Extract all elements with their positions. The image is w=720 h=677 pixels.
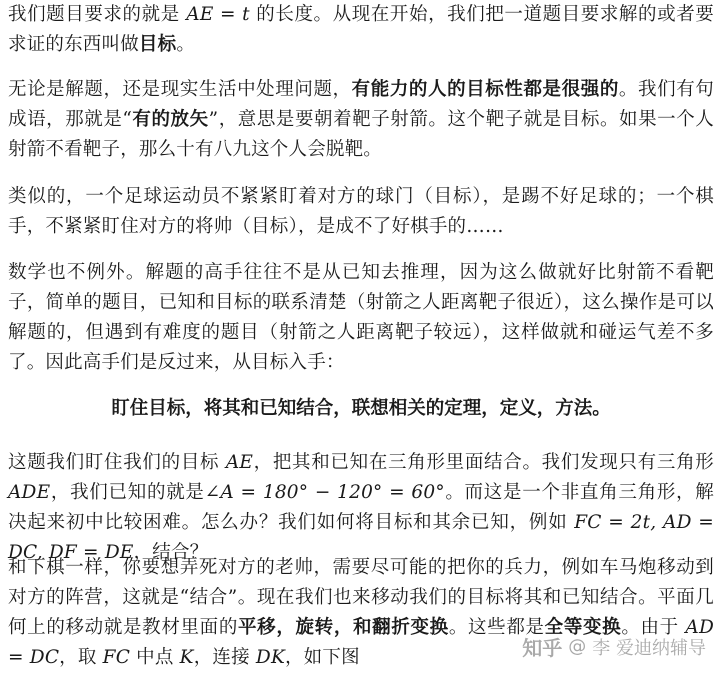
p1-text-a: 我们题目要求的就是 — [8, 4, 180, 25]
p7-text-e: 中点 — [136, 647, 174, 668]
p1-math: AE = t — [186, 4, 250, 25]
p7-text-b: 。这些都是 — [448, 617, 545, 638]
p6-math-conditions: FC = 2t, AD = DC, DF = DE — [8, 512, 714, 563]
p6-text-a: 这题我们盯住我们的目标 — [8, 452, 220, 473]
p2-bold-1: 有能力的人的目标性都是很强的 — [351, 79, 619, 100]
p7-text-d: ，取 — [59, 647, 97, 668]
zhihu-watermark — [522, 632, 706, 661]
paragraph-4 — [8, 258, 714, 378]
p6-math-ade: ADE — [8, 482, 51, 503]
p4-text: 数学也不例外。解题的高手往往不是从已知去推理，因为这么做就好比射箭不看靶子，简单的题目，已知和目标的联系清楚（射箭之人距离靶子很近），这么操作是可以解题的，但遇到有难度的题目（射箭之人距离靶子较远），这样做就和碰运气差不多了。因此高手们是反过来，从目标入手： — [8, 262, 714, 373]
p7-text-c: 。由于 — [621, 617, 679, 638]
p6-text-b: ，把其和已知在三角形里面结合。我们发现只有三角形 — [253, 452, 714, 473]
p5-text: 盯住目标，将其和已知结合，联想相关的定理，定义，方法。 — [111, 398, 611, 419]
p6-text-d: 。而这是一个非直角三角形，解决起来初中比较困难。怎么办？我们如何将目标和其余已知，例如 — [8, 482, 714, 533]
p1-text-b: 的长度。从现在开始，我们把一道题目要求解的或者要求证的东西叫做 — [8, 4, 714, 55]
p7-math-k: K — [179, 647, 194, 668]
p6-math-ae: AE — [225, 452, 254, 473]
p6-math-angle: ∠A = 180° − 120° = 60° — [204, 482, 445, 503]
paragraph-3 — [8, 182, 714, 242]
p7-bold-transforms: 平移，旋转，和翻折变换 — [238, 617, 449, 638]
watermark-author: 李 爱迪纳辅导 — [592, 637, 706, 659]
p2-text-c: ”，意思是要朝着靶子射箭。这个靶子就是目标。如果一个人射箭不看靶子，那么十有八九这个人会脱靶。 — [8, 109, 714, 160]
p7-text-a: 和下棋一样，你要想弄死对方的老帅，需要尽可能的把你的兵力，例如车马炮移动到对方的阵营，这就是“结合”。现在我们也来移动我们的目标将其和已知结合。平面几何上的移动就是教材里面的 — [8, 557, 714, 638]
p2-text-a: 无论是解题，还是现实生活中处理问题， — [8, 79, 352, 100]
paragraph-1 — [8, 0, 714, 60]
paragraph-2 — [8, 75, 714, 165]
p2-text-b: 。我们有句成语，那就是“ — [8, 79, 714, 130]
p7-math-ad-dc: AD = DC — [8, 617, 714, 668]
p1-text-c: 。 — [176, 34, 196, 55]
p7-text-f: ，连接 — [193, 647, 250, 668]
p7-math-fc: FC — [102, 647, 131, 668]
p2-bold-idiom: 有的放矢 — [132, 109, 209, 130]
emphasis-line — [8, 394, 714, 424]
paragraph-6 — [8, 448, 714, 568]
p1-bold-target: 目标 — [138, 34, 177, 55]
watermark-at: @ — [568, 636, 587, 657]
p7-text-g: ，如下图 — [284, 647, 360, 668]
p7-math-dk: DK — [255, 647, 285, 668]
p6-text-c: ，我们已知的就是 — [50, 482, 205, 503]
p3-text: 类似的，一个足球运动员不紧紧盯着对方的球门（目标），是踢不好足球的；一个棋手，不紧紧盯住对方的将帅（目标），是成不了好棋手的…… — [8, 186, 714, 237]
p6-text-e: ，结合？ — [133, 542, 209, 563]
zhihu-logo-text: 知乎 — [522, 636, 563, 660]
p7-bold-congruent: 全等变换 — [544, 617, 622, 638]
